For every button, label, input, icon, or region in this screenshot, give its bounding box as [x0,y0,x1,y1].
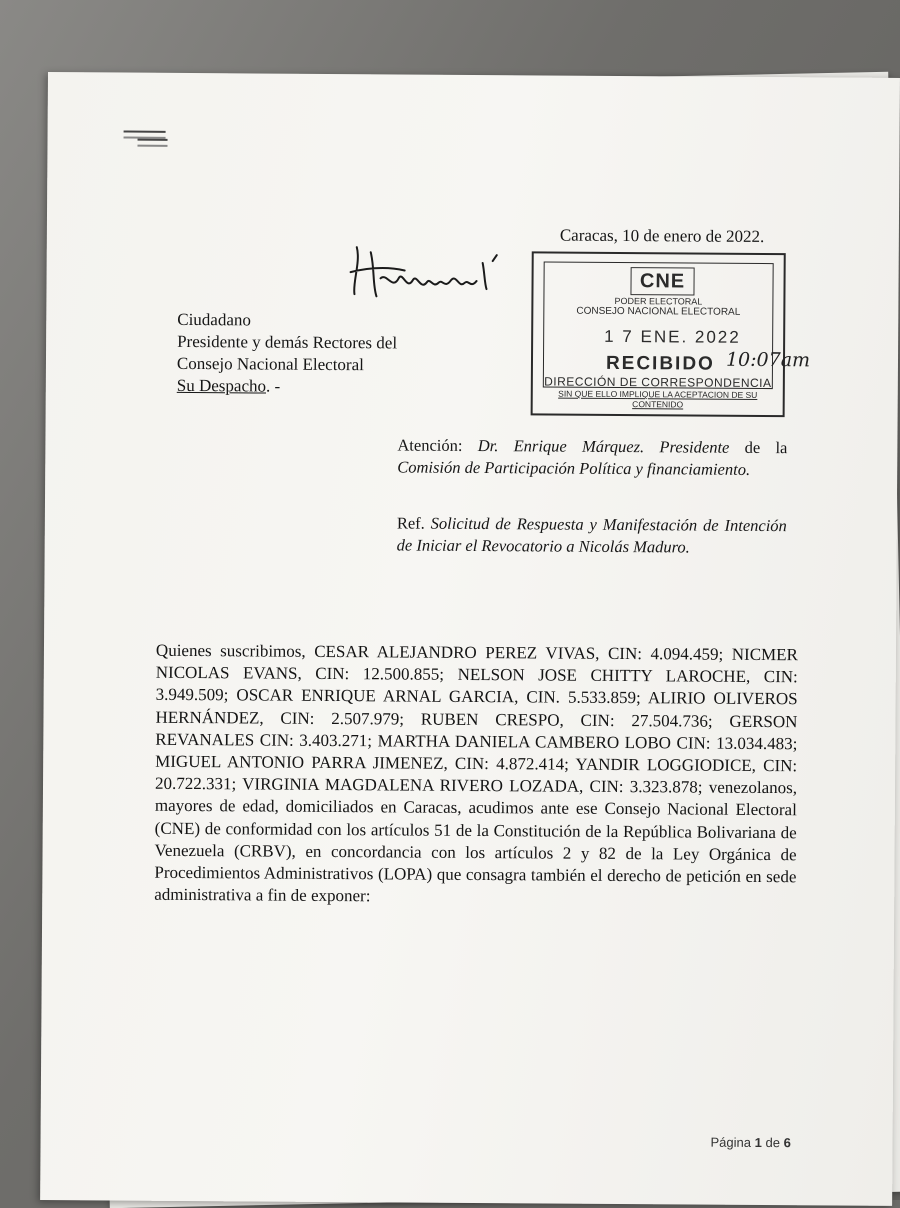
cne-logo: CNE [630,267,694,295]
attention-block: Atención: Dr. Enrique Márquez. Presidente de la Comisión de Participación Política y financiamiento. [397,435,788,479]
stamp-handwritten-time: 10:07am [725,348,811,372]
handwritten-signature [346,232,547,313]
reference-text: Solicitud de Respuesta y Manifestación de Intención de Iniciar el Revocatorio a Nicolás Maduro. [396,513,787,557]
stamp-received: RECIBIDO [605,352,715,375]
reference-label: Ref. [396,513,425,533]
attention-commission: Comisión de Participación Política y financiamiento. [397,457,751,479]
stamp-council: CONSEJO NACIONAL ELECTORAL [576,305,741,318]
addressee-line: Consejo Nacional Electoral [176,353,364,375]
page-number: Página 1 de 6 [710,1134,791,1151]
letter-date: Caracas, 10 de enero de 2022. [559,225,765,247]
attention-name: Dr. Enrique Márquez. Presidente [477,436,730,457]
stamp-inner-frame [543,261,811,391]
addressee-block [177,309,398,399]
addressee-line: Ciudadano [177,309,251,330]
received-stamp [531,251,811,417]
attention-label: Atención: [397,435,463,455]
stamp-power: PODER ELECTORAL [614,295,703,307]
reference-block [397,512,787,559]
staple-mark [124,131,166,139]
addressee-despacho: Su Despacho [176,375,267,396]
stamp-date: 1 7 ENE. 2022 [604,326,741,347]
addressee-line: Presidente y demás Rectores del [177,331,398,353]
stamp-footer: SIN QUE ELLO IMPLIQUE LA ACEPTACION DE SU CONTENIDO [558,388,758,410]
addressee-line: Su Despacho. - [176,375,281,396]
staple-mark [137,139,167,147]
body-paragraph: Quienes suscribimos, CESAR ALEJANDRO PEREZ VIVAS, CIN: 4.094.459; NICMER NICOLAS EVANS, CIN: 12.500.855; NELSON JOSE CHITTY LAROCHE, CIN: 3.949.509; OSCAR ENRIQUE ARNAL GARCIA, CIN. 5.533.859; ALIRIO OLIVEROS HERNÁNDEZ, CIN: 2.507.979; RUBEN CRESPO, CIN: 27.504.736; GERSON REVANALES CIN: 3.403.271; MARTHA DANIELA CAMBERO LOBO CIN: 13.034.483; MIGUEL ANTONIO PARRA JIMENEZ, CIN: 4.872.414; YANDIR LOGGIODICE, CIN: 20.722.331; VIRGINIA MAGDALENA RIVERO LOZADA, CIN: 3.323.878; venezolanos, mayores de edad, domiciliados en Caracas, acudimos ante ese Consejo Nacional Electoral (CNE) de conformidad con los artículos 51 de la Constitución de la República Bolivariana de Venezuela (CRBV), en concordancia con los artículos 2 y 82 de la Ley Orgánica de Procedimientos Administrativos (LOPA) que consagra también el derecho de petición en sede administrativa a fin de exponer: [154,640,799,906]
document-page [40,72,900,1206]
stamp-department: DIRECCIÓN DE CORRESPONDENCIA [544,374,772,391]
